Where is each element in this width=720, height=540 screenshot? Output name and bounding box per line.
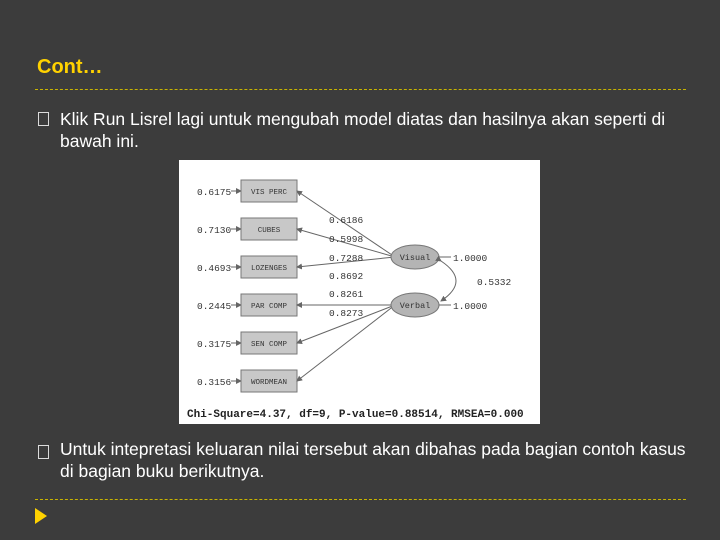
correlation-arc <box>441 261 456 301</box>
error-variance-label: 0.4693 <box>197 263 232 274</box>
footer-divider <box>35 499 686 500</box>
bullet-text-2: Untuk intepretasi keluaran nilai tersebut akan dibahas pada bagian contoh kasus di bagian buku berikutnya. <box>60 439 686 481</box>
error-variance-label: 0.7130 <box>197 225 232 236</box>
latent-variance-label: 1.0000 <box>453 301 488 312</box>
error-variance-label: 0.2445 <box>197 301 232 312</box>
bullet-marker-icon <box>38 112 49 126</box>
fit-statistics: Chi-Square=4.37, df=9, P-value=0.88514, RMSEA=0.000 <box>187 409 524 421</box>
bullet-marker-icon <box>38 445 49 459</box>
path-diagram <box>179 160 540 424</box>
bullet-text-1: Klik Run Lisrel lagi untuk mengubah model diatas dan hasilnya akan seperti di bawah ini. <box>60 109 666 151</box>
factor-loading-label: 0.8261 <box>329 289 364 300</box>
factor-loading-label: 0.5998 <box>329 234 364 245</box>
observed-variable-label: CUBES <box>257 227 281 235</box>
latent-variable-label: Verbal <box>399 301 431 311</box>
factor-loading-label: 0.8273 <box>329 308 364 319</box>
latent-variable-label: Visual <box>399 253 431 263</box>
factor-loading-label: 0.7288 <box>329 253 364 264</box>
slide-title: Cont… <box>37 56 103 78</box>
title-divider <box>35 89 686 90</box>
observed-variable-label: SEN COMP <box>250 341 288 349</box>
play-arrow-icon <box>33 506 49 526</box>
observed-variable-label: LOZENGES <box>250 265 288 273</box>
error-variance-label: 0.6175 <box>197 187 232 198</box>
observed-variable-label: WORDMEAN <box>250 379 288 387</box>
factor-loading-label: 0.8692 <box>329 271 364 282</box>
observed-variable-label: PAR COMP <box>250 303 288 311</box>
factor-loading-label: 0.6186 <box>329 215 364 226</box>
error-variance-label: 0.3156 <box>197 377 232 388</box>
error-variance-label: 0.3175 <box>197 339 232 350</box>
observed-variable-label: VIS PERC <box>250 189 288 197</box>
correlation-label: 0.5332 <box>477 277 512 288</box>
latent-variance-label: 1.0000 <box>453 253 488 264</box>
